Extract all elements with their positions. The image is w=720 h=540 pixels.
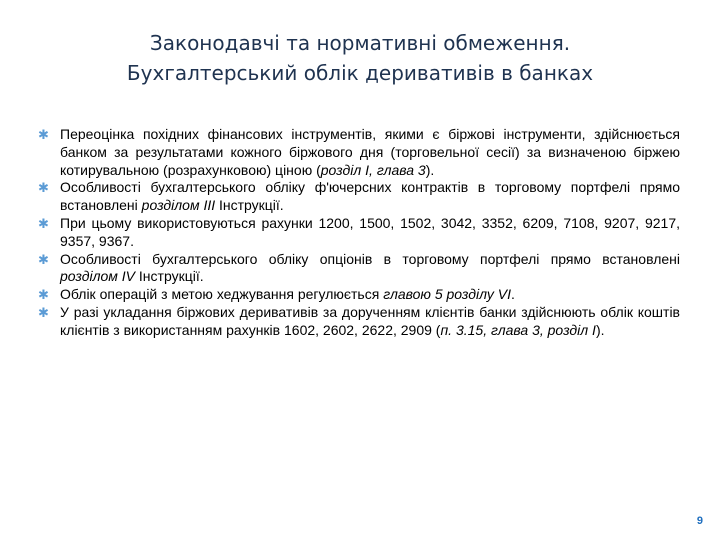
bullet-text: При цьому використовуються рахунки 1200, 1500, 1502, 3042, 3352, 6209, 7108, 9207, 9217, 9357, 9367. bbox=[60, 214, 680, 249]
list-item bbox=[38, 179, 680, 215]
asterisk-bullet-icon: ✱ bbox=[38, 287, 49, 303]
asterisk-bullet-icon: ✱ bbox=[38, 127, 49, 142]
asterisk-bullet-icon: ✱ bbox=[38, 215, 49, 231]
bullet-text-end: Інструкції. bbox=[215, 197, 284, 214]
bullet-text: Особливості бухгалтерського обліку опціонів в торговому портфелі прямо встановлені bbox=[60, 250, 680, 267]
slide-title-line-2: Бухгалтерський облік деривативів в банках bbox=[126, 61, 594, 85]
slide-title bbox=[40, 28, 680, 88]
bullet-text: Облік операцій з метою хеджування регулюється bbox=[60, 286, 384, 303]
bullet-text-end: . bbox=[510, 286, 515, 303]
asterisk-bullet-icon: ✱ bbox=[38, 251, 49, 267]
bullet-text-end: Інструкції. bbox=[135, 268, 204, 285]
bullet-text-end: ). bbox=[425, 161, 435, 178]
bullet-list bbox=[38, 126, 680, 340]
list-item bbox=[38, 215, 680, 251]
list-item bbox=[38, 304, 680, 340]
bullet-reference: розділом ІІІ bbox=[141, 197, 216, 214]
bullet-reference: п. 3.15, глава 3, розділ І bbox=[440, 321, 596, 338]
page-number: 9 bbox=[696, 515, 703, 527]
bullet-text-end: ). bbox=[595, 321, 605, 338]
bullet-text: У разі укладання біржових деривативів за дорученням клієнтів банки здійснюють облік коштів клієнтів з використанням рахунків 1602, 2602, 2622, 2909 ( bbox=[60, 303, 680, 338]
asterisk-bullet-icon: ✱ bbox=[38, 180, 49, 196]
bullet-reference: главою 5 розділу VІ bbox=[383, 286, 511, 303]
list-item bbox=[38, 286, 680, 304]
bullet-reference: розділ І, глава 3 bbox=[320, 161, 426, 178]
bullet-text: Особливості бухгалтерського обліку ф'ючерсних контрактів в торговому портфелі прямо встановлені bbox=[60, 179, 680, 214]
asterisk-bullet-icon: ✱ bbox=[38, 304, 49, 320]
bullet-reference: розділом IV bbox=[60, 268, 136, 285]
list-item bbox=[38, 126, 680, 179]
bullet-text: Переоцінка похідних фінансових інструментів, якими є біржові інструменти, здійснюється банком за результатами кожного біржового дня (торговельної сесії) за визначеною біржею котирувальною (розрахунковою) ціною ( bbox=[60, 126, 680, 178]
slide-title-line-1: Законодавчі та нормативні обмеження. bbox=[149, 31, 571, 55]
list-item bbox=[38, 251, 680, 287]
